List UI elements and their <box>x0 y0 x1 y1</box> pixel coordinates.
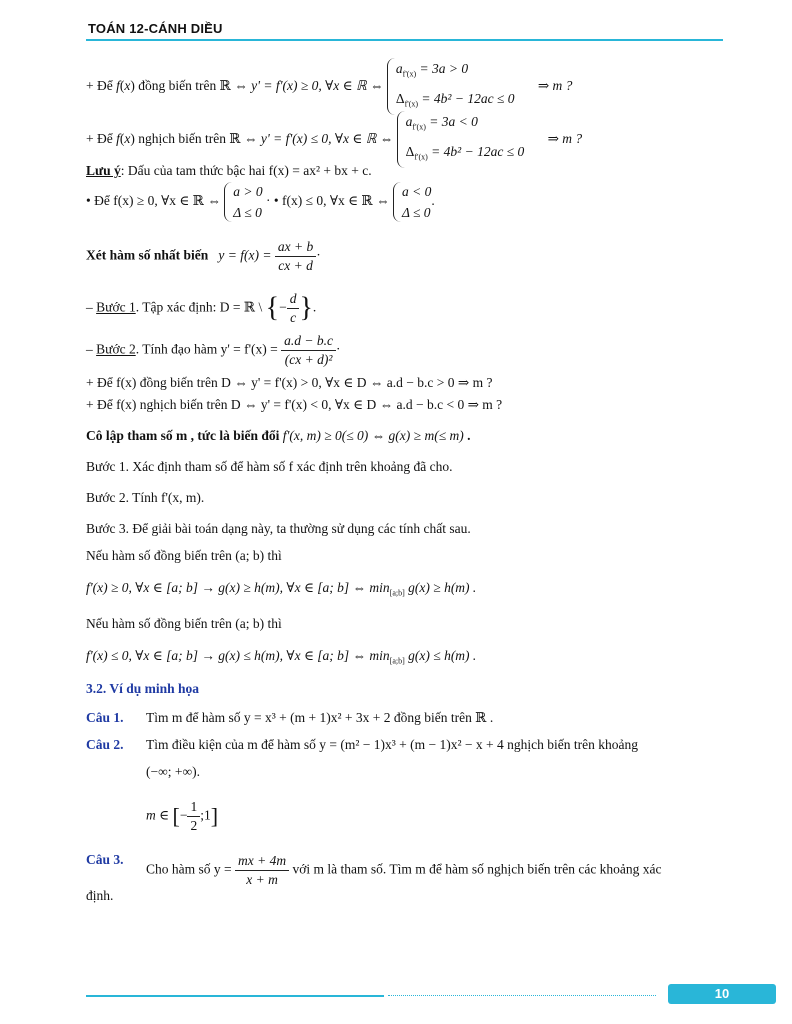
mobius-function-line: Xét hàm số nhất biến y = f(x) = $\frac{ax + b}{cx + d}$ · <box>86 239 321 273</box>
conclusion: ⇒ m ? <box>537 77 573 93</box>
text: • Để f(x) ≥ 0, ∀x ∈ ℝ ⇔ <box>86 193 225 209</box>
question-text-cont: định. <box>86 888 114 903</box>
page-number: 10 <box>668 984 776 1004</box>
line-dong-bien-nhat-bien: + Để f(x) đồng biến trên D ⇔ y' = f'(x) > 0, ∀x ∈ D ⇔ a.d − b.c > 0 ⇒ m ? <box>86 375 493 390</box>
line-nghich-bien-bac-ba: + Để f(x) nghịch biến trên ℝ ⇔ y' = f'(x) ≤ 0, ∀x ∈ ℝ ⇔ $a_{f'(x)} = 3a < 0$ $\Delta_{f'(x)} = 4b^2 - 12ac \le 0$ ⇒ m ? <box>86 110 582 169</box>
question-label: Câu 3. <box>86 852 124 867</box>
fraction: $\frac{mx + 4m}{x + m}$ <box>235 852 289 889</box>
condition-text: Nếu hàm số đồng biến trên (a; b) thì <box>86 548 282 563</box>
line-dong-bien-bac-ba: + Để f(x) đồng biến trên ℝ ⇔ y' = f'(x) ≥ 0, ∀x ∈ ℝ ⇔ $a_{f'(x)} = 3a > 0$ $\Delta_{f'(x)} = 4b^2 - 12ac \le 0$ ⇒ m ? <box>86 57 572 116</box>
page-header-title: TOÁN 12-CÁNH DIỀU <box>88 21 223 36</box>
fraction: $\frac{d}{c}$ <box>287 290 300 327</box>
question-label: Câu 2. <box>86 737 124 752</box>
text: f <box>116 77 120 93</box>
step2-derivative-line: – Bước 2. Tính đạo hàm y' = f'(x) = $\frac{a.d - b.c}{\text{(cx + d)²}}$ · <box>86 333 341 367</box>
text: đồng biến trên ℝ ⇔ <box>134 77 252 93</box>
isolate-parameter-heading: Cô lập tham số m , tức là biến đổi f'(x, m) ≥ 0(≤ 0) ⇔ g(x) ≥ m(≤ m) . <box>86 428 471 443</box>
question-text: với m là tham số. Tìm m để hàm số nghịch biến trên các khoảng xác <box>289 861 662 877</box>
step-label: Bước 1 <box>96 299 136 315</box>
sign-rule-line: • Để f(x) ≥ 0, ∀x ∈ ℝ ⇔ a > 0 Δ ≤ 0 · • f(x) ≤ 0, ∀x ∈ ℝ ⇔ a < 0 Δ ≤ 0 . <box>86 181 435 223</box>
condition-system: $a_{f'(x)} = 3a < 0$ $\Delta_{f'(x)} = 4b^2 - 12ac \le 0$ <box>397 110 525 169</box>
question-1 <box>86 710 494 726</box>
question-text: Tìm điều kiện của m để hàm số y = (m² − 1)x³ + (m − 1)x² − x + 4 nghịch biến trên khoảng <box>146 737 638 752</box>
condition-system: a > 0 Δ ≤ 0 <box>224 181 262 223</box>
condition-system: $a_{f'(x)} = 3a > 0$ $\Delta_{f'(x)} = 4b^2 - 12ac \le 0$ <box>387 57 515 116</box>
footer-dotted-line <box>388 995 656 996</box>
text: y' = f'(x) ≥ 0, ∀x ∈ ℝ ⇔ <box>251 77 387 93</box>
footer-divider <box>86 995 384 997</box>
step2-text: Bước 2. Tính f'(x, m). <box>86 490 205 505</box>
note-text: : Dấu của tam thức bậc hai f(x) = ax² + bx + c. <box>120 163 372 178</box>
condition-system: a < 0 Δ ≤ 0 <box>393 181 431 223</box>
text: . Tính đạo hàm y' = f'(x) = <box>135 341 282 357</box>
text: . Tập xác định: D = ℝ \ <box>135 299 266 315</box>
text: + Để <box>86 130 117 146</box>
question-2-answer: m ∈ [− $\frac{1}{2}$ ;1] <box>146 799 219 833</box>
fraction: $\frac{a.d - b.c}{\text{(cx + d)²}}$ <box>281 332 336 369</box>
text: y = f(x) = <box>218 247 272 263</box>
step3-text: Bước 3. Để giải bài toán dạng này, ta thường sử dụng các tính chất sau. <box>86 521 471 536</box>
question-2 <box>86 737 638 753</box>
question-label: Câu 1. <box>86 710 124 725</box>
text: x <box>124 77 131 93</box>
line-nghich-bien-nhat-bien: + Để f(x) nghịch biến trên D ⇔ y' = f'(x) < 0, ∀x ∈ D ⇔ a.d − b.c < 0 ⇒ m ? <box>86 397 503 412</box>
heading: Xét hàm số nhất biến <box>86 247 209 263</box>
conclusion: ⇒ m ? <box>547 130 583 146</box>
condition-text: Nếu hàm số đồng biến trên (a; b) thì <box>86 616 282 631</box>
question-3 <box>86 852 662 887</box>
step1-domain-line: – Bước 1. Tập xác định: D = ℝ \ {− $\frac{d}{c}$ }. <box>86 291 317 325</box>
question-text: Cho hàm số y = <box>146 861 235 877</box>
question-text-cont: (−∞; +∞). <box>146 764 200 779</box>
step1-text: Bước 1. Xác định tham số để hàm số f xác định trên khoảng đã cho. <box>86 459 453 474</box>
text: nghịch biến trên ℝ ⇔ <box>134 130 261 146</box>
formula-increasing: f'(x) ≥ 0, ∀x ∈ [a; b] → g(x) ≥ h(m), ∀x ∈ [a; b] ⇔ $\min_{[a;b]} g(x) \ge h(m)$ . <box>86 580 477 598</box>
text: · • f(x) ≤ 0, ∀x ∈ ℝ ⇔ <box>265 193 393 209</box>
fraction: $\frac{ax + b}{cx + d}$ <box>275 238 316 275</box>
question-text: Tìm m để hàm số y = x³ + (m + 1)x² + 3x + 2 đồng biến trên ℝ . <box>146 710 494 725</box>
fraction: $\frac{1}{2}$ <box>187 798 200 835</box>
formula-decreasing: f'(x) ≤ 0, ∀x ∈ [a; b] → g(x) ≤ h(m), ∀x ∈ [a; b] ⇔ $\min_{[a;b]} g(x) \le h(m)$ . <box>86 648 477 666</box>
note-line <box>86 163 372 179</box>
header-divider <box>86 39 723 41</box>
note-label: Lưu ý <box>86 163 121 178</box>
section-heading: 3.2. Ví dụ minh họa <box>86 681 200 696</box>
step-label: Bước 2 <box>96 341 136 357</box>
text: + Để <box>86 77 117 93</box>
